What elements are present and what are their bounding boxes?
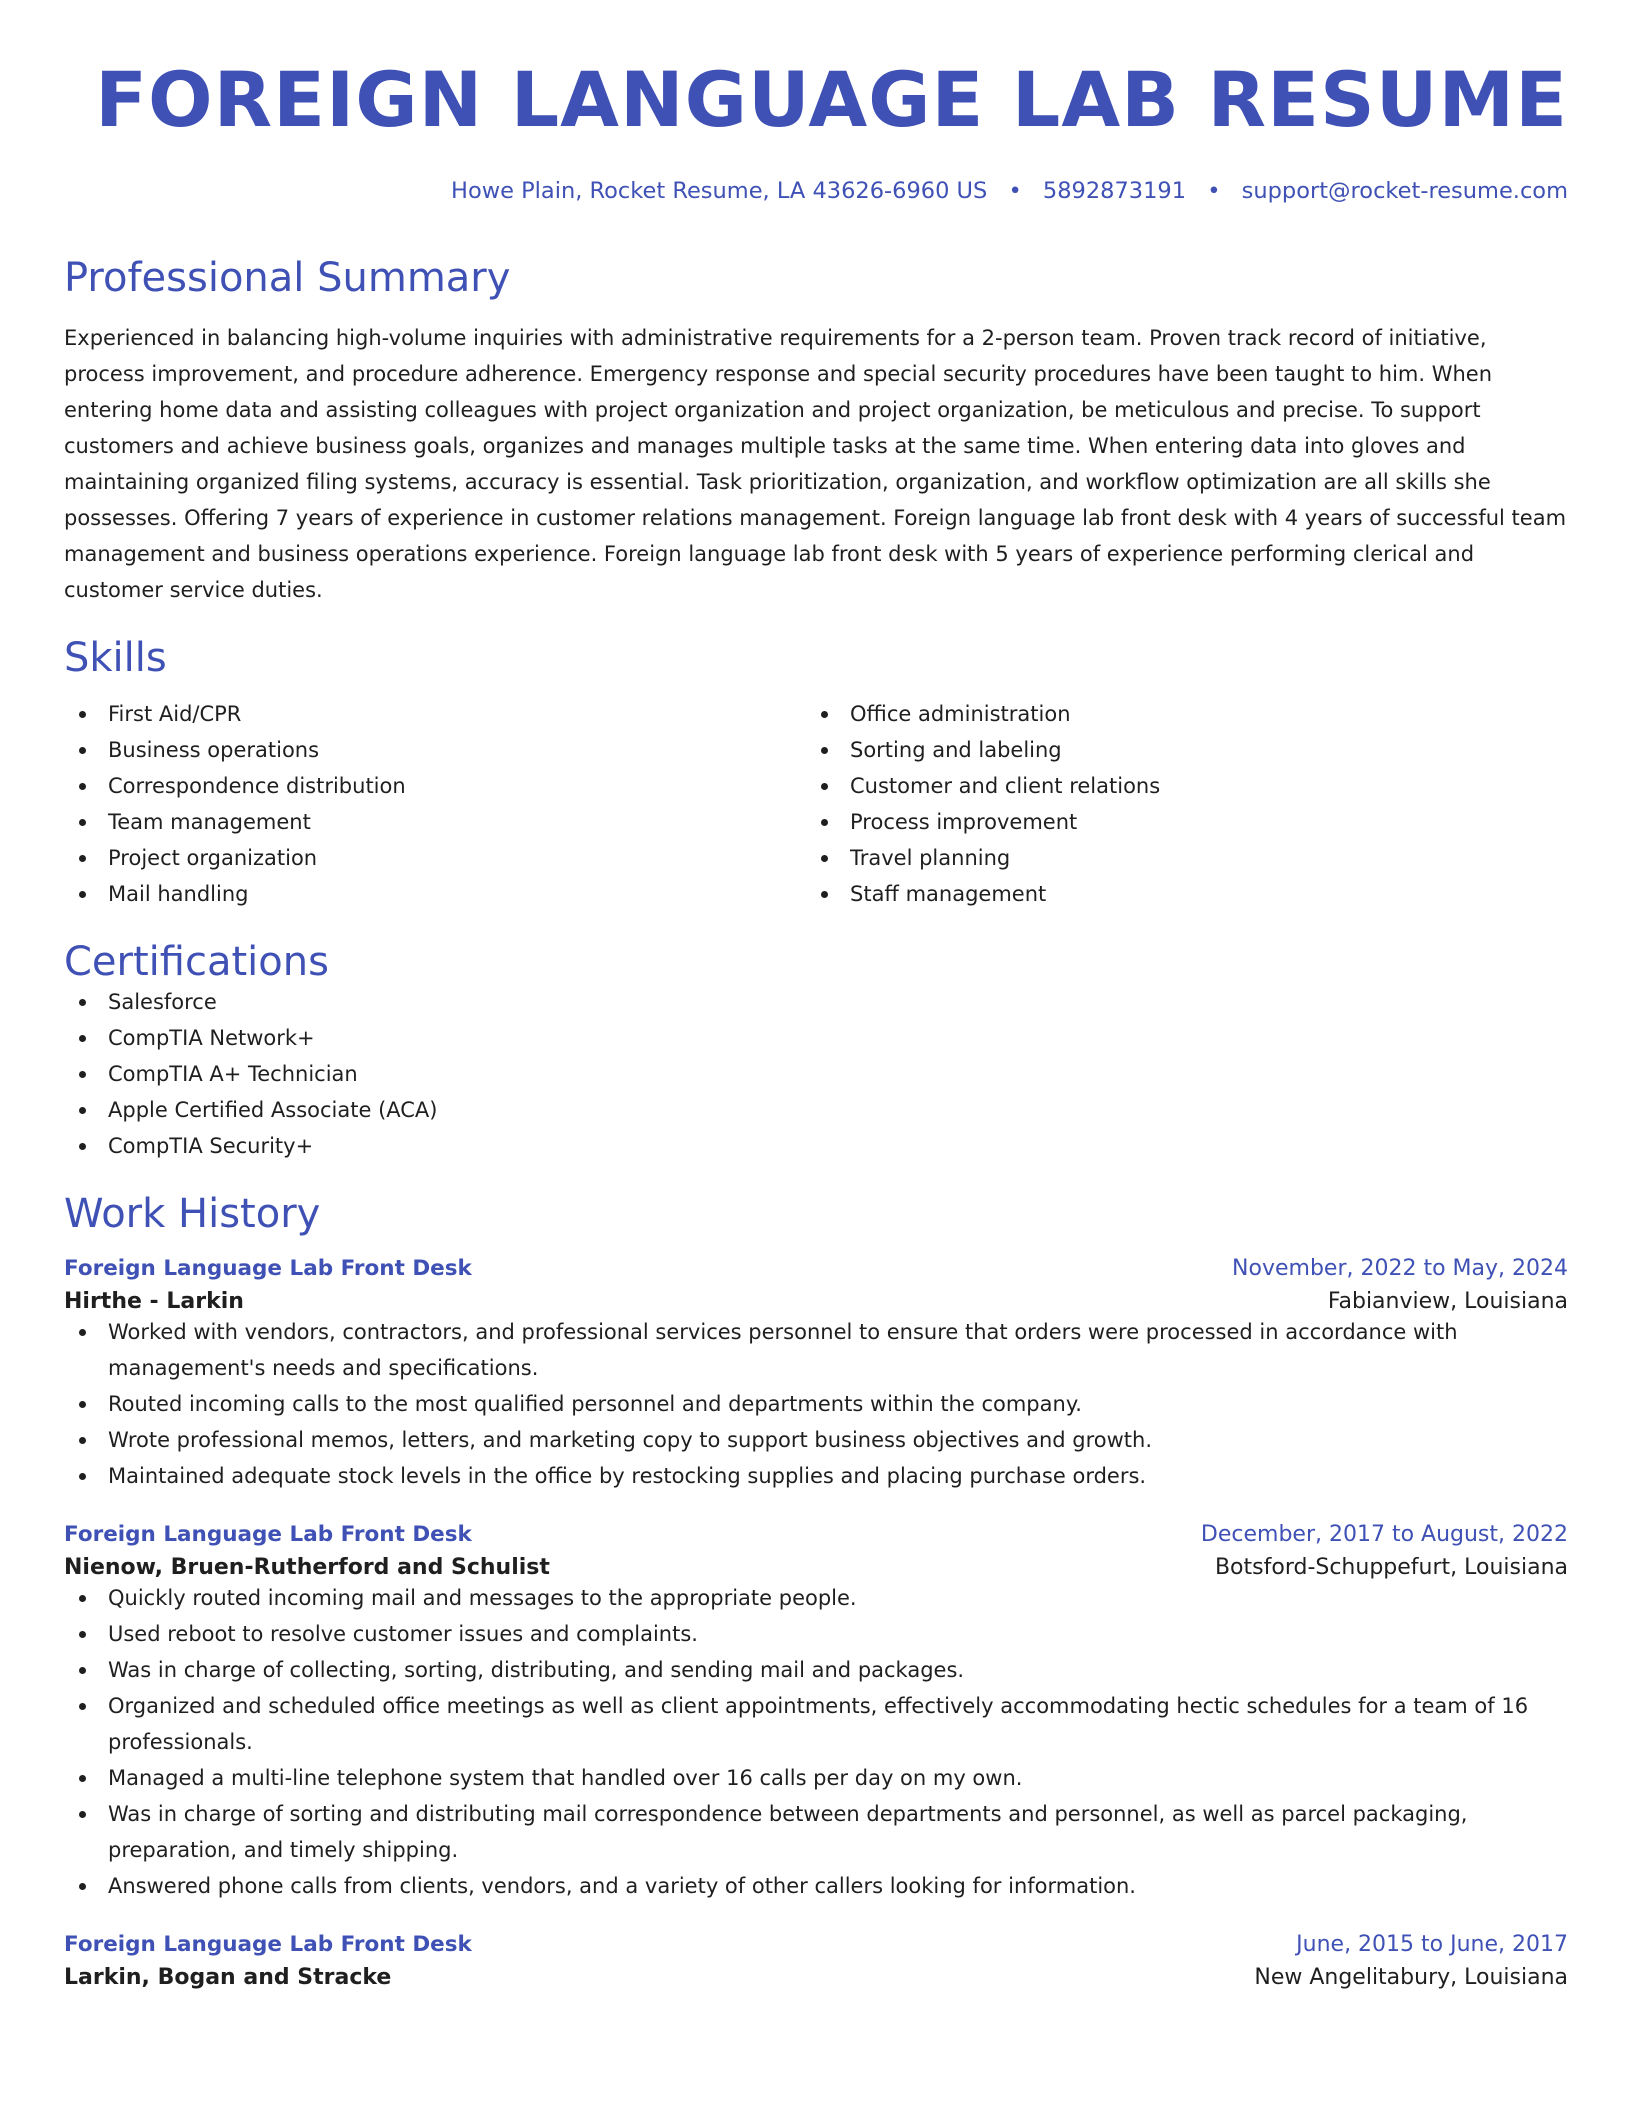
job-duty: Managed a multi-line telephone system that handled over 16 calls per day on my own. <box>64 1760 1568 1796</box>
contact-email: support@rocket-resume.com <box>1241 178 1568 204</box>
skill-item: First Aid/CPR <box>64 696 806 732</box>
skill-item: Process improvement <box>806 804 1548 840</box>
certifications-list <box>64 984 1568 1164</box>
skill-item: Sorting and labeling <box>806 732 1548 768</box>
job-header <box>64 1256 1568 1281</box>
skill-item: Mail handling <box>64 876 806 912</box>
skill-item: Correspondence distribution <box>64 768 806 804</box>
skill-item: Customer and client relations <box>806 768 1548 804</box>
job-entry <box>64 1256 1568 1494</box>
job-duties <box>64 1314 1568 1494</box>
skills-list-right <box>806 696 1548 912</box>
job-dates: November, 2022 to May, 2024 <box>1232 1256 1568 1281</box>
job-entry <box>64 1932 1568 1990</box>
job-header <box>64 1522 1568 1547</box>
certification-item: Salesforce <box>64 984 1568 1020</box>
job-company: Nienow, Bruen-Rutherford and Schulist <box>64 1555 550 1580</box>
job-duty: Maintained adequate stock levels in the office by restocking supplies and placing purchase orders. <box>64 1458 1568 1494</box>
job-duty: Worked with vendors, contractors, and professional services personnel to ensure that orders were processed in accordance with management's needs and specifications. <box>64 1314 1568 1386</box>
job-company: Hirthe - Larkin <box>64 1289 244 1314</box>
contact-separator: • <box>1008 178 1022 204</box>
job-subheader <box>64 1555 1568 1580</box>
skill-item: Office administration <box>806 696 1548 732</box>
skills-list-left <box>64 696 806 912</box>
job-duty: Was in charge of sorting and distributing mail correspondence between departments and personnel, as well as parcel packaging, preparation, and timely shipping. <box>64 1796 1568 1868</box>
job-title: Foreign Language Lab Front Desk <box>64 1256 472 1281</box>
certification-item: CompTIA Network+ <box>64 1020 1568 1056</box>
job-duty: Organized and scheduled office meetings as well as client appointments, effectively accommodating hectic schedules for a team of 16 professionals. <box>64 1688 1568 1760</box>
skill-item: Staff management <box>806 876 1548 912</box>
job-entry <box>64 1522 1568 1904</box>
skill-item: Project organization <box>64 840 806 876</box>
job-duty: Used reboot to resolve customer issues and complaints. <box>64 1616 1568 1652</box>
job-dates: December, 2017 to August, 2022 <box>1200 1522 1568 1547</box>
summary-heading: Professional Summary <box>64 255 511 301</box>
certification-item: CompTIA Security+ <box>64 1128 1568 1164</box>
job-title: Foreign Language Lab Front Desk <box>64 1522 472 1547</box>
certification-item: Apple Certified Associate (ACA) <box>64 1092 1568 1128</box>
contact-address: Howe Plain, Rocket Resume, LA 43626-6960 US <box>451 178 988 204</box>
skill-item: Travel planning <box>806 840 1548 876</box>
job-dates: June, 2015 to June, 2017 <box>1296 1932 1568 1957</box>
job-duties <box>64 1580 1568 1904</box>
job-subheader <box>64 1289 1568 1314</box>
job-duty: Answered phone calls from clients, vendors, and a variety of other callers looking for information. <box>64 1868 1568 1904</box>
certifications-heading: Certifications <box>64 939 329 985</box>
job-duty: Routed incoming calls to the most qualified personnel and departments within the company. <box>64 1386 1568 1422</box>
job-location: Botsford-Schuppefurt, Louisiana <box>1214 1555 1568 1580</box>
job-header <box>64 1932 1568 1957</box>
certification-item: CompTIA A+ Technician <box>64 1056 1568 1092</box>
skills-grid <box>64 696 1568 912</box>
job-duty: Wrote professional memos, letters, and marketing copy to support business objectives and growth. <box>64 1422 1568 1458</box>
contact-phone: 5892873191 <box>1042 178 1187 204</box>
contact-separator: • <box>1207 178 1221 204</box>
skills-heading: Skills <box>64 635 167 681</box>
job-subheader <box>64 1965 1568 1990</box>
resume-title: FOREIGN LANGUAGE LAB RESUME <box>95 55 1568 144</box>
job-company: Larkin, Bogan and Stracke <box>64 1965 392 1990</box>
job-location: New Angelitabury, Louisiana <box>1254 1965 1568 1990</box>
job-location: Fabianview, Louisiana <box>1327 1289 1568 1314</box>
skill-item: Team management <box>64 804 806 840</box>
summary-text: Experienced in balancing high-volume inquiries with administrative requirements for a 2-person team. Proven track record of initiative, process improvement, and procedure adherence. Emergency response and special security procedures have been taught to him. When entering home data and assisting colleagues with project organization and project organization, be meticulous and precise. To support customers and achieve business goals, organizes and manages multiple tasks at the same time. When entering data into gloves and maintaining organized filing systems, accuracy is essential. Task prioritization, organization, and workflow optimization are all skills she possesses. Offering 7 years of experience in customer relations management. Foreign language lab front desk with 4 years of successful team management and business operations experience. Foreign language lab front desk with 5 years of experience performing clerical and customer service duties. <box>64 326 1567 602</box>
contact-line <box>64 178 1568 204</box>
skill-item: Business operations <box>64 732 806 768</box>
job-duty: Was in charge of collecting, sorting, distributing, and sending mail and packages. <box>64 1652 1568 1688</box>
work-history-heading: Work History <box>64 1191 321 1237</box>
resume-page <box>64 0 1568 1990</box>
job-duty: Quickly routed incoming mail and messages to the appropriate people. <box>64 1580 1568 1616</box>
job-title: Foreign Language Lab Front Desk <box>64 1932 472 1957</box>
